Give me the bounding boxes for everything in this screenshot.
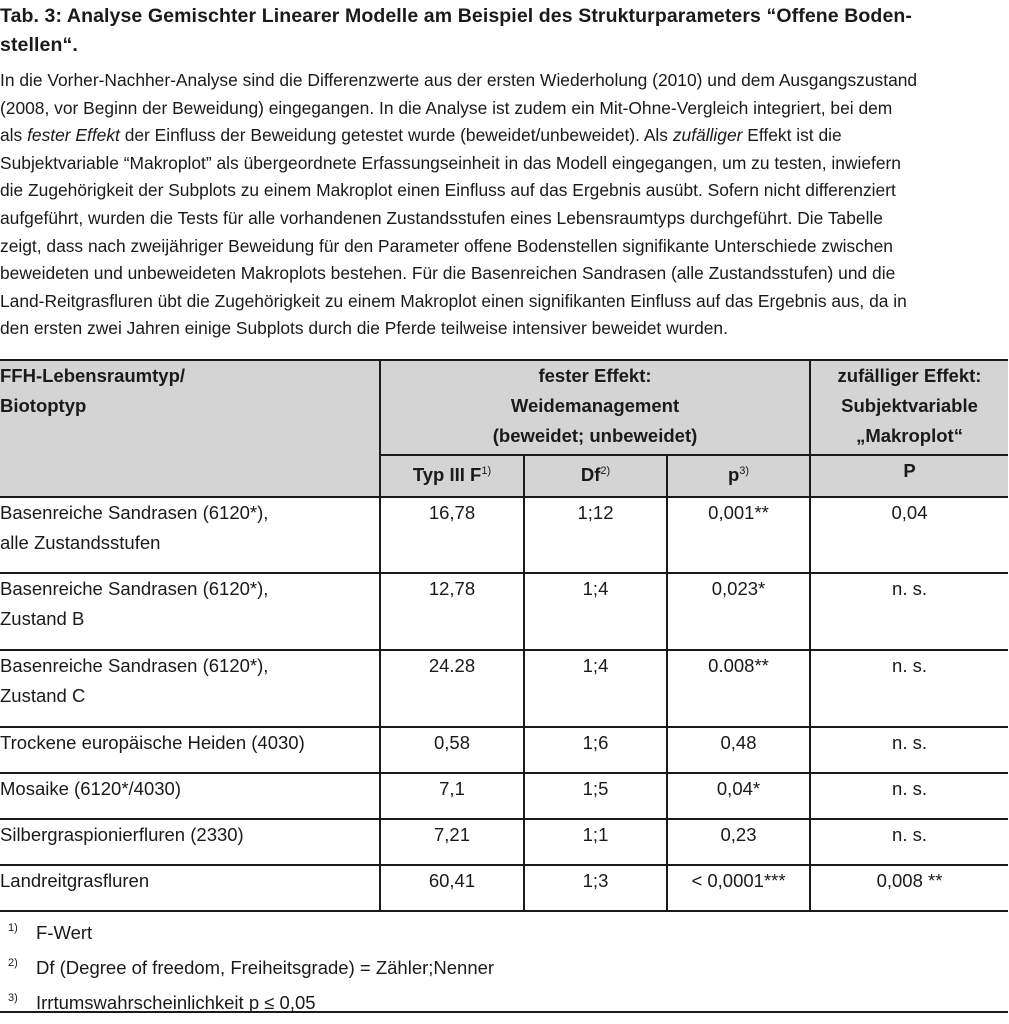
cell-f: 24.28: [380, 650, 524, 727]
cell-f: 16,78: [380, 497, 524, 573]
header-text: zufälliger Effekt:: [837, 365, 982, 386]
header-typ-iii-f: Typ III $F^{1)}$: [380, 455, 524, 497]
intro-line: Land-Reitgrasfluren übt die Zugehörigkeit zu einem Makroplot einen signifikanten Einfluss auf das Ergebnis aus, da in: [0, 290, 907, 311]
header-text: Subjektvariable: [841, 395, 978, 416]
intro-line: beweideten und unbeweideten Makroplots bestehen. Für die Basenreichen Sandrasen (alle Zustandsstufen) und die: [0, 263, 896, 284]
cell-f: 12,78: [380, 573, 524, 650]
intro-line: [0, 122, 1008, 150]
intro-text: Effekt ist die: [742, 125, 842, 146]
cell-P: n. s.: [810, 727, 1008, 773]
cell-habitat: Landreitgrasfluren: [0, 865, 380, 911]
intro-paragraph: [0, 67, 1008, 343]
cell-df: 1;3: [524, 865, 667, 911]
footnote: [0, 948, 1008, 983]
intro-line: Subjektvariable “Makroplot” als übergeordnete Erfassungseinheit in das Modell eingegangen, um zu testen, inwiefern: [0, 152, 901, 173]
footnote-text: Irrtumswahrscheinlichkeit p ≤ 0,05: [36, 992, 316, 1013]
cell-f: 60,41: [380, 865, 524, 911]
table-row: [0, 773, 1008, 819]
footnote-text: F-Wert: [36, 922, 93, 943]
cell-df: 1;4: [524, 573, 667, 650]
cell-habitat: Basenreiche Sandrasen (6120*), Zustand B: [0, 573, 380, 650]
header-fixed-effect: [380, 360, 810, 455]
header-text: Weidemanagement: [510, 395, 680, 416]
footnote-ref: 3): [739, 465, 750, 477]
table-row: [0, 865, 1008, 911]
results-table: [0, 359, 1008, 912]
intro-text: der Einfluss der Beweidung getestet wurde (beweidet/unbeweidet). Als: [119, 125, 673, 146]
intro-line: zeigt, dass nach zweijähriger Beweidung für den Parameter offene Bodenstellen signifikante Unterschiede zwischen: [0, 235, 893, 256]
table-row: [0, 650, 1008, 727]
cell-P: n. s.: [810, 650, 1008, 727]
header-df: Df$^{2)}$: [524, 455, 667, 497]
footnote-ref: 2): [600, 465, 611, 477]
header-text: FFH-Lebensraumtyp/: [0, 365, 186, 386]
cell-df: 1;5: [524, 773, 667, 819]
cell-f: 0,58: [380, 727, 524, 773]
footnotes: [0, 913, 1008, 1018]
cell-p: 0,23: [667, 819, 810, 865]
intro-line: aufgeführt, wurden die Tests für alle vorhandenen Zustandsstufen eines Lebensraumtyps durchgeführt. Die Tabelle: [0, 207, 883, 228]
caption-line-1: Tab. 3: Analyse Gemischter Linearer Modelle am Beispiel des Strukturparameters “Offene Boden-: [0, 5, 912, 27]
header-text: (beweidet; unbeweidet): [492, 425, 698, 446]
cell-df: 1;6: [524, 727, 667, 773]
footnote: [0, 913, 1008, 948]
cell-p: 0,48: [667, 727, 810, 773]
header-p-value: $p^{3)}$: [667, 455, 810, 497]
cell-f: 7,21: [380, 819, 524, 865]
header-text: fester Effekt:: [538, 365, 652, 386]
table-caption: [0, 2, 1000, 60]
cell-df: 1;12: [524, 497, 667, 573]
cell-habitat: Silbergraspionierfluren (2330): [0, 819, 380, 865]
cell-habitat: Mosaike (6120*/4030): [0, 773, 380, 819]
caption-line-2: stellen“.: [0, 34, 78, 56]
cell-p: 0.008**: [667, 650, 810, 727]
cell-P: n. s.: [810, 819, 1008, 865]
cell-df: 1;4: [524, 650, 667, 727]
cell-P: n. s.: [810, 773, 1008, 819]
footnote-mark: 1): [8, 922, 18, 934]
intro-emphasis: fester Effekt: [27, 125, 120, 146]
cell-f: 7,1: [380, 773, 524, 819]
header-random-effect: [810, 360, 1008, 455]
cell-p: < 0,0001***: [667, 865, 810, 911]
header-P-value: P: [810, 455, 1008, 497]
bottom-rule: [0, 1011, 1008, 1013]
cell-P: 0,04: [810, 497, 1008, 573]
intro-line: den ersten zwei Jahren einige Subplots durch die Pferde teilweise intensiver beweidet wurden.: [0, 318, 728, 339]
header-text: „Makroplot“: [856, 425, 963, 446]
table-row: [0, 727, 1008, 773]
intro-line: die Zugehörigkeit der Subplots zu einem Makroplot einen Einfluss auf das Ergebnis ausübt. Sofern nicht differenziert: [0, 180, 896, 201]
table-row: [0, 819, 1008, 865]
footnote-mark: 2): [8, 957, 18, 969]
intro-line: (2008, vor Beginn der Beweidung) eingegangen. In die Analyse ist zudem ein Mit-Ohne-Vergleich integriert, bei dem: [0, 97, 893, 118]
header-habitat-type: [0, 360, 380, 497]
cell-p: 0,04*: [667, 773, 810, 819]
footnote-ref: 1): [481, 465, 492, 477]
footnote-text: Df (Degree of freedom, Freiheitsgrade) = Zähler;Nenner: [36, 957, 495, 978]
cell-p: 0,023*: [667, 573, 810, 650]
cell-P: 0,008 **: [810, 865, 1008, 911]
intro-text: als: [0, 125, 28, 146]
intro-emphasis: zufälliger: [672, 125, 743, 146]
table-row: [0, 573, 1008, 650]
cell-P: n. s.: [810, 573, 1008, 650]
cell-p: 0,001**: [667, 497, 810, 573]
intro-line: In die Vorher-Nachher-Analyse sind die Differenzwerte aus der ersten Wiederholung (2010) und dem Ausgangszustand: [0, 70, 918, 90]
cell-df: 1;1: [524, 819, 667, 865]
table-row: [0, 497, 1008, 573]
footnote-mark: 3): [8, 992, 18, 1004]
header-text: Biotoptyp: [0, 395, 87, 416]
cell-habitat: Trockene europäische Heiden (4030): [0, 727, 380, 773]
cell-habitat: Basenreiche Sandrasen (6120*), alle Zustandsstufen: [0, 497, 380, 573]
cell-habitat: Basenreiche Sandrasen (6120*), Zustand C: [0, 650, 380, 727]
